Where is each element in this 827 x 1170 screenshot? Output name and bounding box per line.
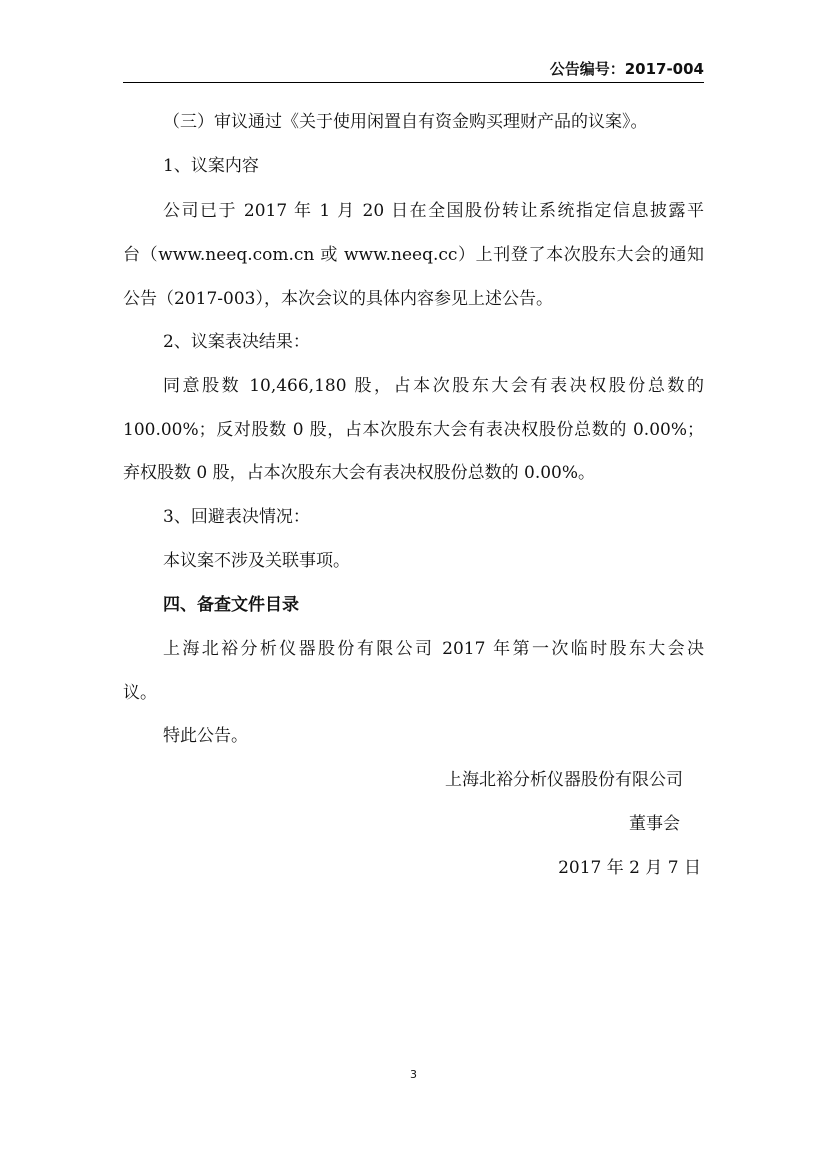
item2-paragraph-line1: 同意股数 10,466,180 股，占本次股东大会有表决权股份总数的 [163, 376, 704, 396]
signature-date: 2017 年 2 月 7 日 [558, 858, 701, 878]
signature-company: 上海北裕分析仪器股份有限公司 [445, 770, 683, 790]
item3-paragraph-line1: 本议案不涉及关联事项。 [163, 551, 350, 571]
announcement-number: 公告编号：2017-004 [549, 60, 704, 78]
item1-paragraph-line2: 台（www.neeq.com.cn 或 www.neeq.cc）上刊登了本次股东大会的通知 [123, 245, 704, 265]
page-number: 3 [410, 1068, 417, 1081]
signature-board: 董事会 [629, 814, 680, 834]
item2-paragraph-line3: 弃权股数 0 股，占本次股东大会有表决权股份总数的 0.00%。 [123, 463, 596, 483]
item3-title: 3、回避表决情况： [163, 507, 310, 527]
item2-title: 2、议案表决结果： [163, 332, 310, 352]
item1-paragraph-line1: 公司已于 2017 年 1 月 20 日在全国股份转让系统指定信息披露平 [163, 201, 704, 221]
item1-paragraph-line3: 公告（2017-003），本次会议的具体内容参见上述公告。 [123, 289, 553, 309]
closing-text: 特此公告。 [163, 726, 248, 746]
item1-title: 1、议案内容 [163, 156, 259, 176]
item2-paragraph-line2: 100.00%；反对股数 0 股，占本次股东大会有表决权股份总数的 0.00%； [123, 420, 704, 440]
section4-paragraph-line1: 上海北裕分析仪器股份有限公司 2017 年第一次临时股东大会决 [163, 639, 704, 659]
section3-title: （三）审议通过《关于使用闲置自有资金购买理财产品的议案》。 [163, 112, 648, 132]
section4-paragraph-line2: 议。 [123, 683, 157, 703]
header-divider [123, 82, 704, 83]
section4-heading: 四、备查文件目录 [163, 595, 299, 615]
